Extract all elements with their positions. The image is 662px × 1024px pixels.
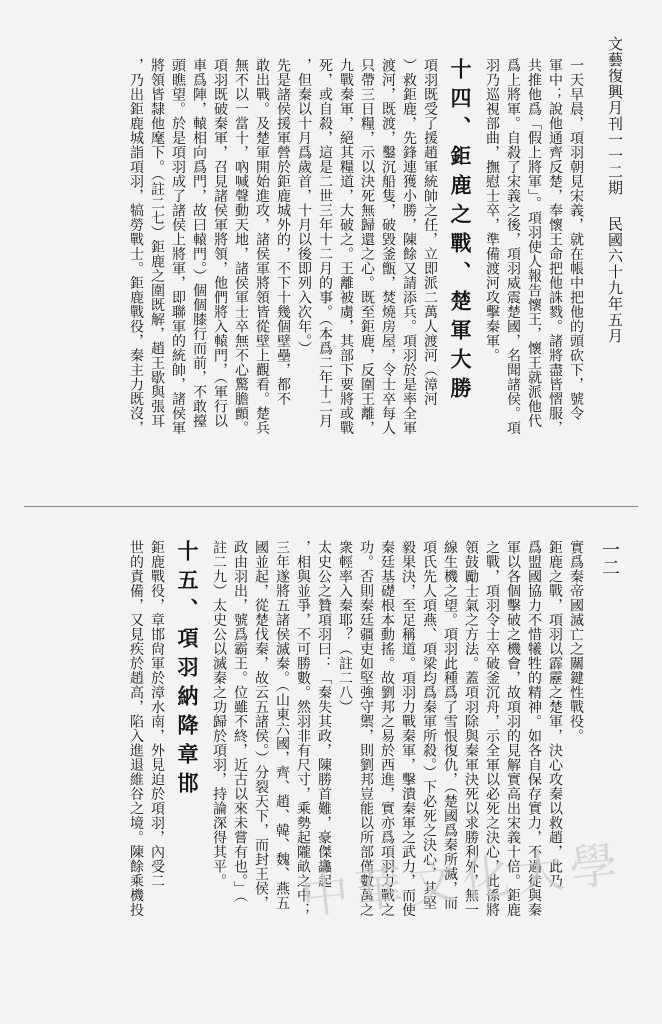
text-column: 羽乃巡視部曲，撫慰士卒，準備渡河攻擊秦軍。: [484, 58, 500, 363]
text-column: 無不以一當十，吶喊聲動天地，諸侯軍士卒無不心驚膽顫。: [233, 58, 249, 435]
text-column: 先是諸侯援軍營於鉅鹿城外的，不下十幾個壁壘，都不: [275, 58, 291, 406]
text-column: 渡河，既渡，鑿沉船隻，破毀釜甑，焚燒房屋，令士卒每人: [380, 58, 396, 435]
text-column: 敢出戰。及楚軍開始進攻，諸侯軍將領皆從壁上觀看。楚兵: [254, 58, 270, 435]
text-column: 秦廷基礎根本動搖。故劉邦之易於西進，實亦爲項羽力戰之: [379, 540, 395, 917]
section-title-15: 十五、項羽納降章邯: [175, 540, 200, 801]
text-column: 頭瞧望。於是項羽成了諸侯上將軍，即聯軍的統帥，諸侯軍: [170, 58, 186, 435]
text-column: ，相與並爭，不可勝數。然羽非有尺寸，乘勢起隴畝之中；: [295, 540, 311, 917]
text-column: 太史公之贊項羽曰：「秦失其政，陳勝首難，豪傑蠭起: [316, 540, 332, 888]
text-column: 爲盟國協力不惜犧牲的精神。如各自保存實力，不過徒與秦: [526, 540, 542, 917]
text-column: 三年遂將五諸侯滅秦。（山東六國，齊、趙、韓、魏、燕五: [274, 540, 290, 910]
text-column: 政由羽出，號爲霸王。位雖不終，近古以來未嘗有也。」（: [232, 540, 248, 903]
text-column: ）救鉅鹿，先鋒連獲小勝，陳餘又請添兵。項羽於是率全軍: [401, 58, 417, 435]
text-column: 軍以各個擊破之機會，故項羽的見解實高出宋義十倍。鉅鹿: [505, 540, 521, 917]
text-column: 將領皆隸他麾下。（註二七）鉅鹿之圍既解，趙王歇與張耳: [149, 58, 165, 428]
text-column: 衆輕率入秦耶？（註二八）: [337, 540, 353, 714]
text-column: 項羽既受了援趙軍統帥之任，立即派二萬人渡河（漳河: [422, 58, 438, 406]
text-column: 項氏先人項燕、項梁均爲秦軍所殺。）下必死之決心，其堅: [421, 540, 437, 910]
page-number: 一二: [599, 540, 620, 576]
text-column: 國並起，從楚伐秦，故云五諸侯。）分裂天下，而封王侯，: [253, 540, 269, 910]
text-column: 功。否則秦廷疆吏如堅強守禦，則劉邦豈能以所部僅數萬之: [358, 540, 374, 917]
text-column: 九戰秦軍，絕其糧道，大破之。王離被虜，其部下要將或戰: [338, 58, 354, 435]
text-column: 共推他爲「假上將軍」。項羽使人報告懷王，懷王就派他代: [526, 58, 542, 428]
text-column: 領鼓勵士氣之方法。蓋項羽除與秦軍決死以求勝利外，無一: [463, 540, 479, 917]
text-column: 線生機之望。項羽此種爲了雪恨復仇，（楚國爲秦所滅，而: [442, 540, 458, 910]
text-column: 項羽既破秦軍，召見諸侯軍將領，他們將入轅門，（軍行以: [212, 58, 228, 428]
text-column: 軍中；說他通齊反楚，奉懷王命把他誅戮。諸將盡皆慴服，: [547, 58, 563, 435]
text-column: 只帶三日糧，示以決死無歸還之心。既至鉅鹿，反圍王離，: [359, 58, 375, 435]
journal-header: 文藝復興月刊一一二期: [606, 36, 624, 196]
text-column: 死，或自殺，這是二世三年十二月的事。（本爲二年十二月: [317, 58, 333, 428]
text-column: 註二九）太史公以滅秦之功歸於項羽，持論深得其平。: [211, 540, 227, 888]
section-title-14: 十四、鉅鹿之戰、楚軍大勝: [448, 58, 473, 406]
section-divider: [24, 506, 638, 507]
issue-date: 民國六十九年五月: [606, 216, 624, 344]
text-column: 實爲秦帝國滅亡之關鍵性戰役。: [568, 540, 584, 743]
text-column: 車爲陣，轅相向爲門，故曰轅門。）個個膝行而前，不敢擡: [191, 58, 207, 428]
top-text-block: [46, 58, 586, 488]
watermark: 中華文化大學: [298, 836, 627, 926]
text-column: 鉅鹿之戰，項羽以霹靂之楚軍，決心攻秦以救趙，此乃: [547, 540, 563, 888]
text-column: 鉅鹿戰役，章邯尙軍於漳水南，外見迫於項羽，內受二: [149, 540, 165, 888]
text-column: ，乃出鉅鹿城詣項羽，犒勞戰士。鉅鹿戰役，秦主力既沒，: [128, 58, 144, 435]
text-column: ，但秦以十月爲歲首，十月以後即列入次年。）: [296, 58, 312, 356]
text-column: 爲上將軍。自殺了宋義之後，項羽威震楚國，名聞諸侯。項: [505, 58, 521, 435]
text-column: 毅果決，至足稱道。項羽力戰秦軍，擊潰秦軍之武力，而使: [400, 540, 416, 917]
text-column: 之戰，項羽令士卒破釜沉舟，示全軍以必死之決心，此係將: [484, 540, 500, 917]
text-column: 一天早晨，項羽朝見宋義，就在帳中把他的頭砍下，號令: [568, 58, 584, 421]
text-column: 世的責備，又見疾於趙高，陷入進退維谷之境。陳餘乘機投: [128, 540, 144, 917]
